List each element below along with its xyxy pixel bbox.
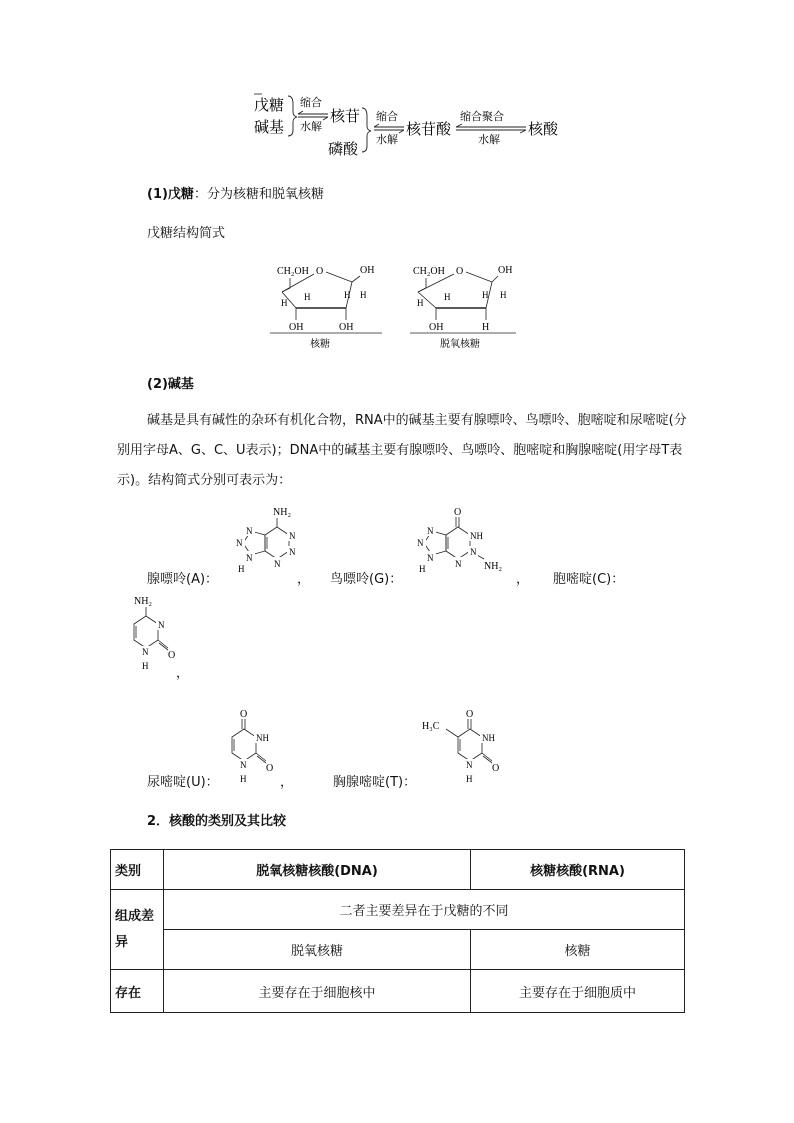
- svg-text:O: O: [456, 266, 464, 277]
- table-header-row: [111, 850, 685, 890]
- scheme-base: 碱基: [254, 120, 285, 136]
- svg-text:NH₂: NH₂: [484, 561, 502, 572]
- svg-text:O: O: [492, 763, 500, 774]
- header-category: 类别: [111, 850, 164, 890]
- row-location-dna: 主要存在于细胞核中: [164, 970, 471, 1013]
- svg-text:N: N: [417, 538, 424, 548]
- svg-text:OH: OH: [498, 265, 513, 276]
- section-1-desc: ：分为核糖和脱氧核糖: [193, 187, 324, 202]
- svg-text:NH₂: NH₂: [273, 507, 291, 518]
- svg-text:O: O: [240, 709, 248, 720]
- row-composition-merged: 二者主要差异在于戊糖的不同: [164, 890, 685, 930]
- scheme-nucleotide: 核苷酸: [406, 122, 452, 138]
- svg-text:H: H: [142, 661, 149, 671]
- hydrolysis-scheme: [250, 90, 570, 162]
- svg-text:N: N: [427, 526, 434, 536]
- guanine-sep: ，: [516, 572, 530, 587]
- row-composition-label: 组成差异: [111, 890, 164, 970]
- svg-text:H: H: [500, 290, 507, 300]
- header-dna: 脱氧核糖核酸(DNA): [164, 850, 471, 890]
- svg-text:OH: OH: [289, 322, 304, 333]
- svg-text:H: H: [238, 564, 245, 574]
- scheme-nucleoside: 核苷: [330, 109, 361, 125]
- svg-text:H₃C: H₃C: [422, 721, 440, 732]
- adenine-sep: ，: [297, 572, 311, 587]
- pentose-structure-label: 戊糖结构简式: [147, 226, 226, 241]
- scheme-hydrolyze-label-3: 水解: [478, 134, 500, 146]
- uracil-structure: [214, 705, 284, 785]
- svg-text:N: N: [289, 547, 296, 557]
- scheme-condense-label-2: 缩合: [376, 111, 398, 123]
- svg-text:H: H: [419, 564, 426, 574]
- table-row: [111, 930, 685, 970]
- svg-text:NH: NH: [256, 733, 269, 743]
- svg-text:N: N: [466, 760, 473, 770]
- svg-text:H: H: [240, 774, 247, 784]
- svg-text:H: H: [417, 298, 424, 308]
- svg-text:N: N: [289, 531, 296, 541]
- section-2-title: 2．核酸的类别及其比较: [147, 814, 287, 829]
- row-composition-dna: 脱氧核糖: [164, 930, 471, 970]
- scheme-hydrolyze-label-2: 水解: [376, 134, 398, 146]
- svg-text:O: O: [316, 266, 324, 277]
- svg-text:NH: NH: [470, 531, 483, 541]
- svg-text:N: N: [246, 553, 253, 563]
- deoxyribose-label: 脱氧核糖: [440, 339, 480, 350]
- scheme-hydrolyze-label: 水解: [300, 121, 322, 133]
- scheme-nucleic-acid: 核酸: [528, 122, 559, 138]
- svg-text:H: H: [444, 292, 451, 302]
- row-composition-rna: 核糖: [471, 930, 685, 970]
- svg-text:H: H: [482, 290, 489, 300]
- row-location-label: 存在: [111, 970, 164, 1013]
- svg-text:O: O: [266, 763, 274, 774]
- ribose-label: 核糖: [310, 339, 330, 350]
- section-1-heading: [147, 183, 324, 202]
- svg-text:N: N: [427, 553, 434, 563]
- adenine-label: 腺嘌呤(A)：: [147, 572, 219, 587]
- cytosine-sep: ，: [176, 666, 190, 681]
- scheme-condense-polymerize-label: 缩合聚合: [460, 111, 504, 123]
- row-location-rna: 主要存在于细胞质中: [471, 970, 685, 1013]
- deoxyribose-structure: [400, 260, 530, 350]
- cytosine-label: 胞嘧啶(C)：: [553, 572, 625, 587]
- table-row: [111, 890, 685, 930]
- guanine-label: 鸟嘌呤(G)：: [330, 572, 403, 587]
- svg-text:H: H: [304, 292, 311, 302]
- svg-text:NH: NH: [482, 733, 495, 743]
- section-1-title: (1)戊糖: [147, 187, 194, 202]
- svg-text:N: N: [274, 559, 281, 569]
- svg-text:H: H: [482, 322, 490, 333]
- svg-text:N: N: [158, 620, 165, 630]
- svg-text:O: O: [466, 709, 474, 720]
- svg-text:H: H: [344, 290, 351, 300]
- ribose-structure: [260, 260, 390, 350]
- svg-text:N: N: [470, 547, 477, 557]
- svg-text:N: N: [246, 526, 253, 536]
- scheme-pentose: 戊糖: [254, 98, 285, 114]
- svg-text:N: N: [236, 538, 243, 548]
- uracil-label: 尿嘧啶(U)：: [147, 775, 219, 790]
- svg-text:O: O: [454, 507, 462, 518]
- svg-text:OH: OH: [429, 322, 444, 333]
- scheme-phosphate: 磷酸: [328, 142, 359, 158]
- svg-text:O: O: [168, 650, 176, 661]
- svg-text:NH₂: NH₂: [134, 596, 152, 607]
- svg-text:H: H: [466, 774, 473, 784]
- thymine-label: 胸腺嘧啶(T)：: [333, 775, 417, 790]
- svg-text:N: N: [455, 559, 462, 569]
- adenine-structure: [215, 505, 305, 585]
- uracil-sep: ，: [280, 775, 294, 790]
- guanine-structure: [402, 505, 517, 585]
- svg-text:H: H: [360, 290, 367, 300]
- scheme-condense-label: 缩合: [300, 97, 322, 109]
- table-row: [111, 970, 685, 1013]
- header-rna: 核糖核酸(RNA): [471, 850, 685, 890]
- svg-text:OH: OH: [360, 265, 375, 276]
- svg-text:OH: OH: [339, 322, 354, 333]
- thymine-structure: [420, 705, 520, 785]
- svg-text:N: N: [142, 647, 149, 657]
- svg-text:H: H: [281, 298, 288, 308]
- svg-text:CH₂OH: CH₂OH: [413, 266, 445, 277]
- svg-text:CH₂OH: CH₂OH: [277, 266, 309, 277]
- svg-text:N: N: [240, 760, 247, 770]
- section-2-heading: (2)碱基: [147, 377, 194, 392]
- bases-paragraph: 碱基是具有碱性的杂环有机化合物，RNA中的碱基主要有腺嘌呤、鸟嘌呤、胞嘧啶和尿嘧啶(分别用字母A、G、C、U表示)；DNA中的碱基主要有腺嘌呤、鸟嘌呤、胞嘧啶和胸腺嘧啶(用字母T表示)。结构简式分别可表示为：: [117, 413, 687, 488]
- comparison-table: [110, 849, 685, 1013]
